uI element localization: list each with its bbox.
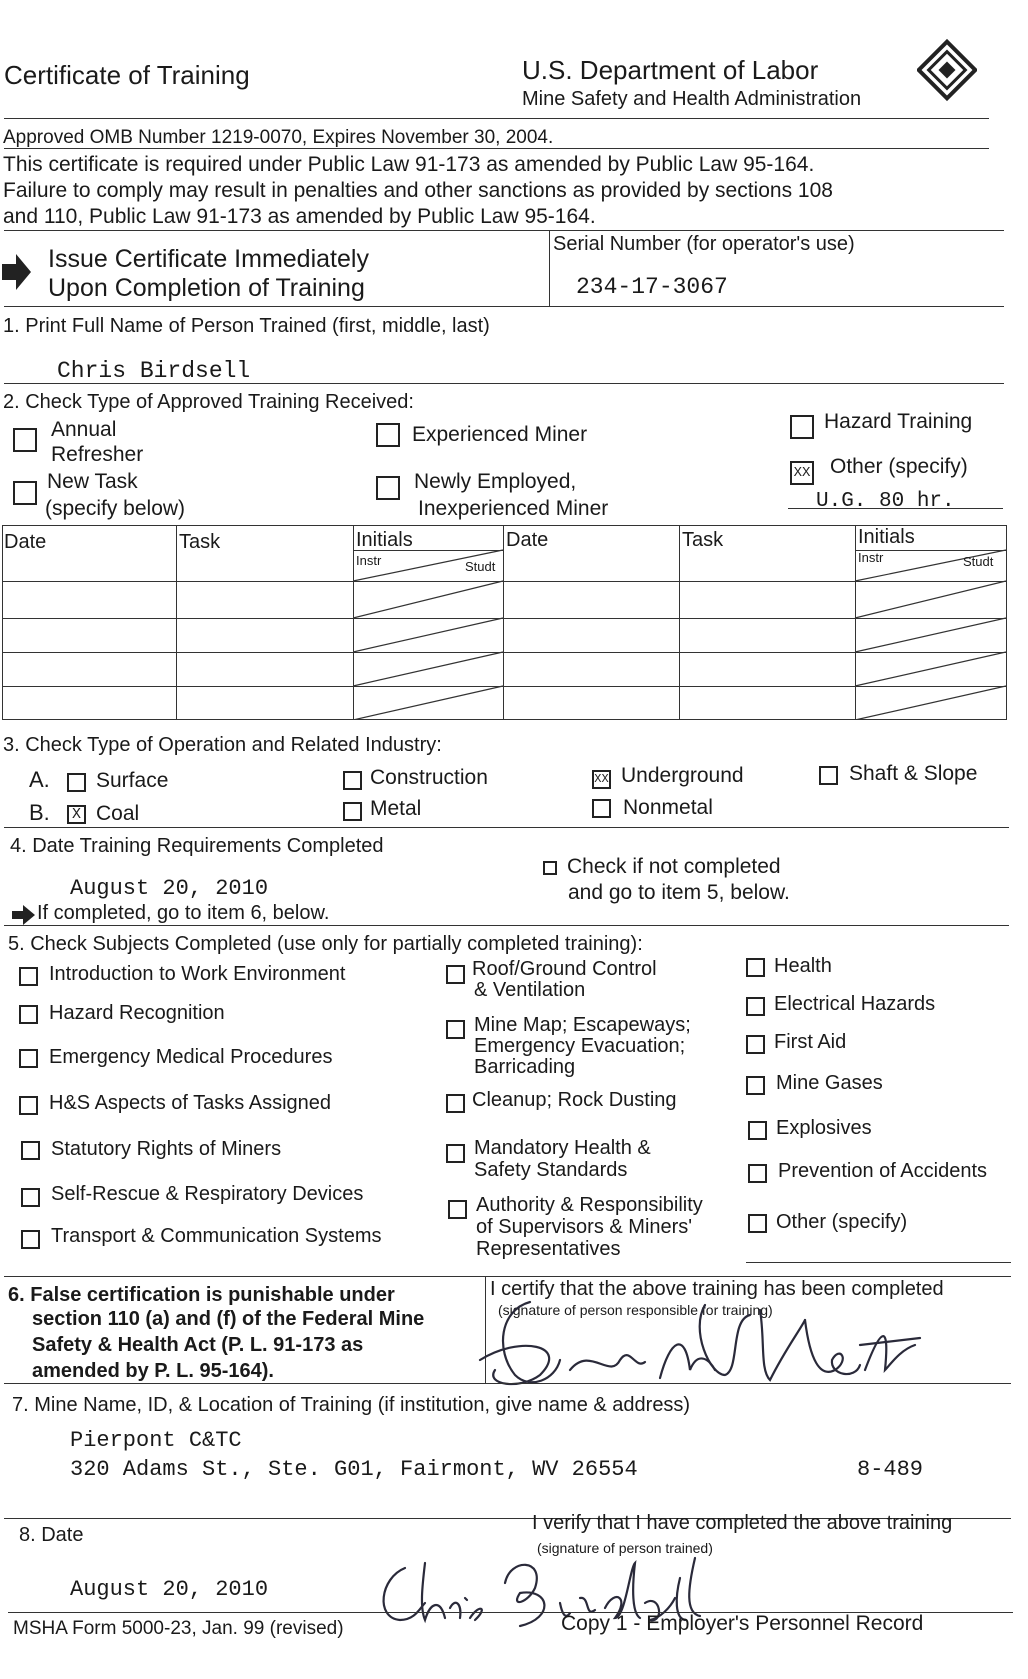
- other-label: Other (specify): [830, 455, 968, 478]
- agency-name: U.S. Department of Labor: [522, 55, 819, 85]
- table-header-studt-2: Studt: [963, 554, 994, 569]
- mine-address: 320 Adams St., Ste. G01, Fairmont, WV 26554: [70, 1457, 638, 1482]
- subject-firstaid-checkbox[interactable]: [746, 1035, 765, 1054]
- omb-notice: Approved OMB Number 1219-0070, Expires November 30, 2004.: [3, 127, 554, 148]
- refresher-label: Refresher: [51, 443, 144, 466]
- item3-label: 3. Check Type of Operation and Related Industry:: [3, 734, 442, 756]
- completion-date: August 20, 2010: [70, 876, 269, 901]
- subject-prevention-checkbox[interactable]: [748, 1164, 767, 1183]
- not-completed-label: Check if not completed: [567, 855, 781, 878]
- subject-statutory-label: Statutory Rights of Miners: [51, 1138, 282, 1160]
- subject-minegases-checkbox[interactable]: [746, 1076, 765, 1095]
- item7-label: 7. Mine Name, ID, & Location of Training (if institution, give name & address): [12, 1394, 691, 1416]
- item6-line-1: 6. False certification is punishable under: [8, 1284, 395, 1306]
- trainee-date: August 20, 2010: [70, 1577, 269, 1602]
- surface-checkbox[interactable]: [67, 773, 86, 792]
- notice-line-3: and 110, Public Law 91-173 as amended by Public Law 95-164.: [3, 205, 596, 228]
- serial-label: Serial Number (for operator's use): [553, 233, 855, 255]
- copy-label: Copy 1 - Employer's Personnel Record: [561, 1612, 924, 1635]
- nonmetal-checkbox[interactable]: [592, 799, 611, 818]
- subject-explosives-label: Explosives: [776, 1117, 872, 1139]
- annual-refresher-checkbox[interactable]: [13, 428, 37, 452]
- subject-explosives-checkbox[interactable]: [748, 1121, 767, 1140]
- item2-label: 2. Check Type of Approved Training Received:: [3, 391, 414, 413]
- trainee-name: Chris Birdsell: [57, 358, 251, 384]
- subject-minemap-checkbox[interactable]: [446, 1020, 465, 1039]
- subject-mandatory-label: Mandatory Health &: [474, 1137, 651, 1159]
- verify-label: I verify that I have completed the above training: [532, 1512, 953, 1534]
- subject-minemap-sub-label-2: Barricading: [474, 1056, 576, 1078]
- notice-line-1: This certificate is required under Public Law 91-173 as amended by Public Law 95-164.: [3, 153, 815, 176]
- table-header-initials: Initials: [356, 529, 413, 551]
- subject-transport-checkbox[interactable]: [21, 1230, 40, 1249]
- shaft-slope-checkbox[interactable]: [819, 766, 838, 785]
- certify-sub-label: (signature of person responsible for training): [498, 1302, 773, 1318]
- subject-roof-label: Roof/Ground Control: [472, 958, 657, 980]
- subject-health-checkbox[interactable]: [746, 958, 765, 977]
- coal-label: Coal: [96, 802, 140, 825]
- subject-hazard-checkbox[interactable]: [19, 1005, 38, 1024]
- mine-id: 8-489: [857, 1457, 924, 1482]
- subject-health-label: Health: [774, 955, 832, 977]
- operation-a-label: A.: [29, 767, 50, 792]
- item6-line-2: section 110 (a) and (f) of the Federal Mine: [32, 1308, 425, 1330]
- shaft-label: Shaft & Slope: [849, 762, 978, 785]
- underground-label: Underground: [621, 764, 744, 787]
- subject-hs-aspects-checkbox[interactable]: [19, 1096, 38, 1115]
- dol-logo: [917, 38, 977, 102]
- table-header-initials-2: Initials: [858, 526, 915, 548]
- not-completed-checkbox[interactable]: [543, 861, 557, 875]
- subject-prevention-label: Prevention of Accidents: [778, 1160, 988, 1182]
- issue-line-1: Issue Certificate Immediately: [48, 245, 369, 273]
- subject-minegases-label: Mine Gases: [776, 1072, 883, 1094]
- not-completed-sub-label: and go to item 5, below.: [568, 881, 790, 904]
- arrow-right-icon: [2, 252, 32, 292]
- metal-checkbox[interactable]: [343, 802, 362, 821]
- operation-b-label: B.: [29, 800, 50, 825]
- newly-sub-label: Inexperienced Miner: [418, 497, 609, 520]
- subject-electrical-label: Electrical Hazards: [774, 993, 936, 1015]
- subject-selfrescue-checkbox[interactable]: [21, 1188, 40, 1207]
- table-header-studt: Studt: [465, 559, 496, 574]
- subject-hs-aspects-label: H&S Aspects of Tasks Assigned: [49, 1092, 332, 1114]
- table-header-task: Task: [179, 531, 221, 553]
- underground-checkbox[interactable]: XX: [592, 770, 611, 789]
- subject-other-checkbox[interactable]: [748, 1214, 767, 1233]
- nonmetal-label: Nonmetal: [623, 796, 713, 819]
- subject-authority-label: Authority & Responsibility: [476, 1194, 703, 1216]
- certify-label: I certify that the above training has been completed: [490, 1278, 944, 1300]
- table-header-instr: Instr: [356, 553, 382, 568]
- notice-line-2: Failure to comply may result in penalties and other sanctions as provided by sections 108: [3, 179, 833, 202]
- subject-authority-sub-label: of Supervisors & Miners': [476, 1216, 693, 1238]
- experienced-miner-checkbox[interactable]: [376, 423, 400, 447]
- subject-minemap-label: Mine Map; Escapeways;: [474, 1014, 691, 1036]
- subject-authority-sub-label-2: Representatives: [476, 1238, 621, 1260]
- issue-line-2: Upon Completion of Training: [48, 274, 365, 302]
- other-training-value: U.G. 80 hr.: [816, 490, 955, 513]
- item4-label: 4. Date Training Requirements Completed: [10, 835, 384, 857]
- arrow-right-icon: [12, 904, 36, 926]
- item1-label: 1. Print Full Name of Person Trained (first, middle, last): [3, 315, 490, 337]
- subject-cleanup-label: Cleanup; Rock Dusting: [472, 1089, 677, 1111]
- subject-emergency-checkbox[interactable]: [19, 1049, 38, 1068]
- table-header-instr-2: Instr: [858, 550, 884, 565]
- subject-selfrescue-label: Self-Rescue & Respiratory Devices: [51, 1183, 364, 1205]
- item6-line-3: Safety & Health Act (P. L. 91-173 as: [32, 1334, 364, 1356]
- subject-minemap-sub-label: Emergency Evacuation;: [474, 1035, 686, 1057]
- annual-label: Annual: [51, 418, 117, 441]
- newtask-label: New Task: [47, 470, 138, 493]
- completed-note: If completed, go to item 6, below.: [37, 902, 330, 924]
- table-header-date: Date: [4, 531, 47, 553]
- other-training-checkbox[interactable]: XX: [790, 461, 814, 485]
- subject-statutory-checkbox[interactable]: [21, 1141, 40, 1160]
- newly-label: Newly Employed,: [414, 470, 577, 493]
- subject-intro-checkbox[interactable]: [19, 967, 38, 986]
- mine-name: Pierpont C&TC: [70, 1428, 242, 1453]
- construction-label: Construction: [370, 766, 488, 789]
- subject-roof-checkbox[interactable]: [446, 965, 465, 984]
- item6-line-4: amended by P. L. 95-164).: [32, 1360, 274, 1382]
- subject-authority-checkbox[interactable]: [448, 1200, 467, 1219]
- serial-value: 234-17-3067: [576, 274, 728, 300]
- table-header-task-2: Task: [682, 529, 724, 551]
- subject-firstaid-label: First Aid: [774, 1031, 847, 1053]
- subject-mandatory-sub-label: Safety Standards: [474, 1159, 628, 1181]
- subject-electrical-checkbox[interactable]: [746, 997, 765, 1016]
- newtask-sub-label: (specify below): [45, 497, 186, 520]
- page-title: Certificate of Training: [4, 60, 250, 90]
- subject-roof-sub-label: & Ventilation: [474, 979, 586, 1001]
- metal-label: Metal: [370, 797, 422, 820]
- item5-label: 5. Check Subjects Completed (use only for partially completed training):: [8, 933, 643, 955]
- newly-employed-checkbox[interactable]: [376, 476, 400, 500]
- hazard-training-checkbox[interactable]: [790, 415, 814, 439]
- experienced-label: Experienced Miner: [412, 423, 588, 446]
- construction-checkbox[interactable]: [343, 771, 362, 790]
- sub-agency-name: Mine Safety and Health Administration: [522, 88, 862, 110]
- subject-other-label: Other (specify): [776, 1211, 908, 1233]
- verify-sub-label: (signature of person trained): [537, 1540, 713, 1556]
- subject-intro-label: Introduction to Work Environment: [49, 963, 346, 985]
- subject-emergency-label: Emergency Medical Procedures: [49, 1046, 333, 1068]
- subject-transport-label: Transport & Communication Systems: [51, 1225, 382, 1247]
- table-header-date-2: Date: [506, 529, 549, 551]
- subject-cleanup-checkbox[interactable]: [446, 1094, 465, 1113]
- new-task-checkbox[interactable]: [13, 481, 37, 505]
- surface-label: Surface: [96, 769, 169, 792]
- coal-checkbox[interactable]: X: [67, 805, 86, 824]
- task-table: [2, 525, 1007, 720]
- subject-mandatory-checkbox[interactable]: [446, 1144, 465, 1163]
- item8-label: 8. Date: [19, 1524, 84, 1546]
- form-number: MSHA Form 5000-23, Jan. 99 (revised): [13, 1618, 344, 1639]
- subject-hazard-label: Hazard Recognition: [49, 1002, 225, 1024]
- hazard-label: Hazard Training: [824, 410, 973, 433]
